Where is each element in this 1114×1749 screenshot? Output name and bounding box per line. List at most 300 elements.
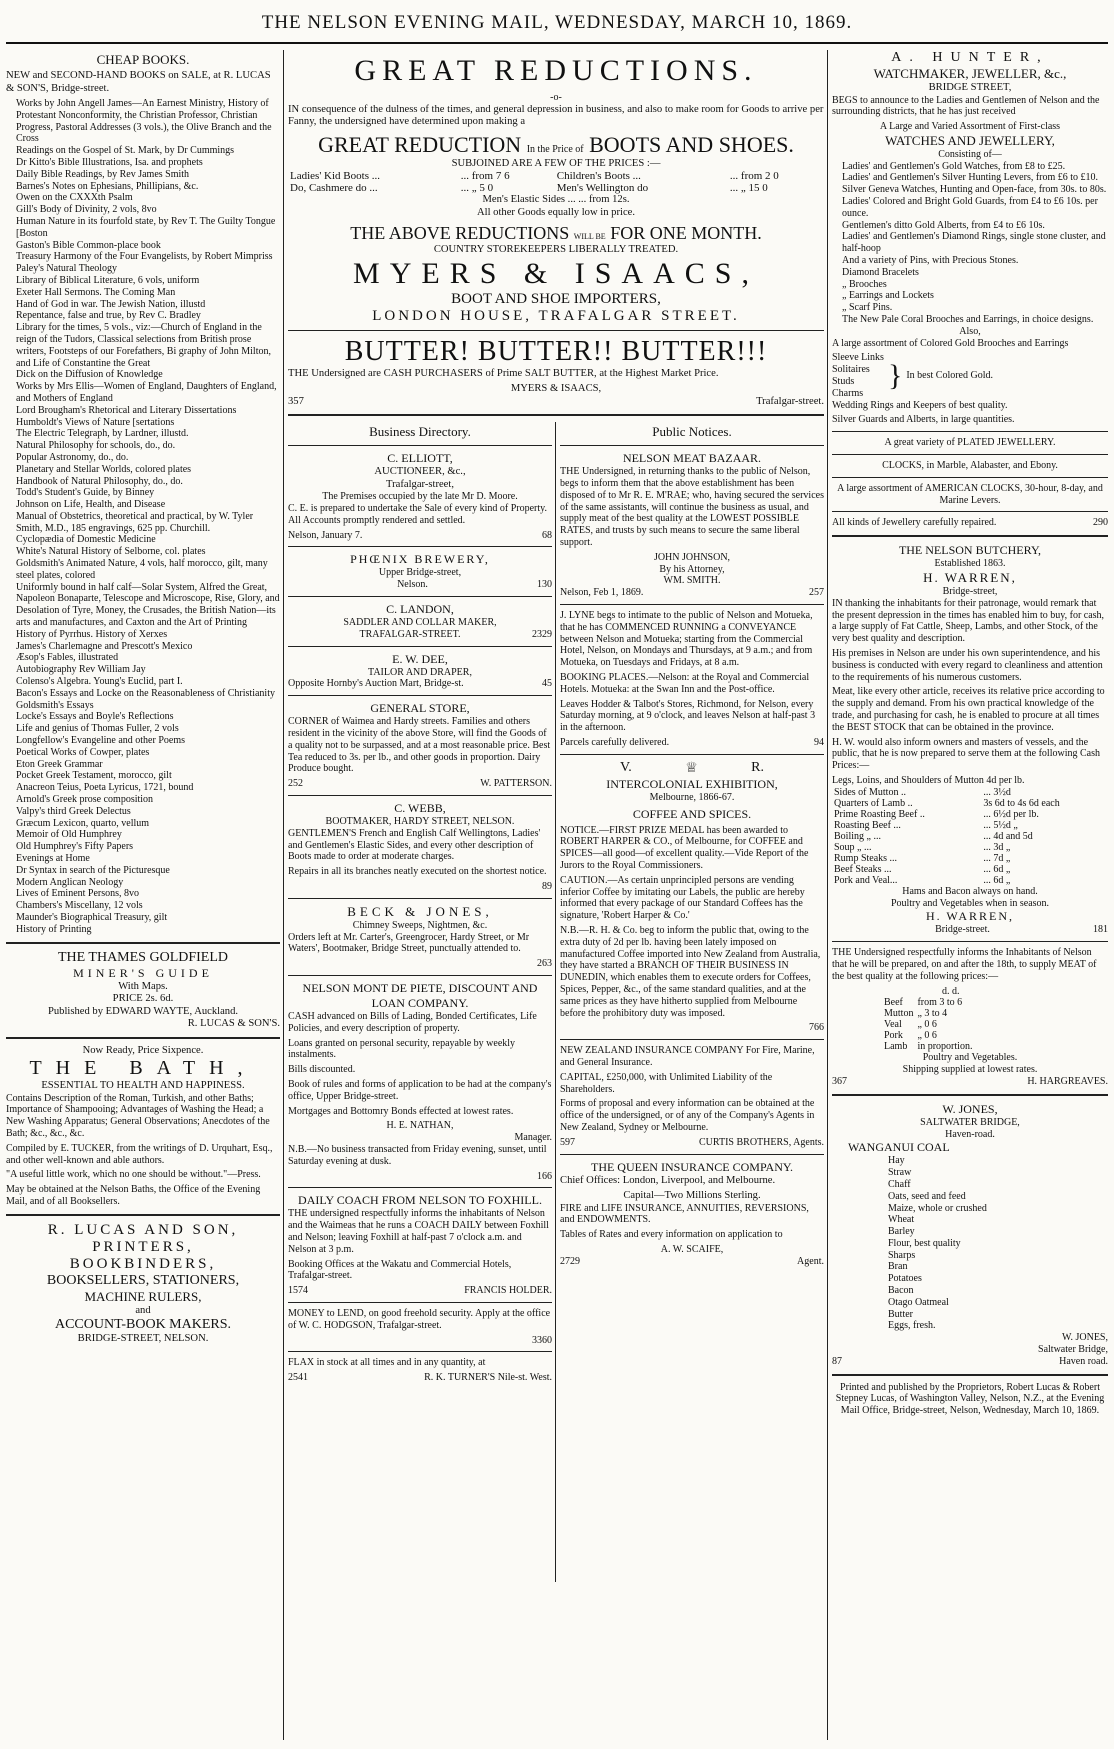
subjoined: SUBJOINED ARE A FEW OF THE PRICES :— bbox=[451, 157, 661, 169]
bath-contents: Contains Description of the Roman, Turkish, and other Baths; Importance of Shampooing; Advantages of Washing the Head; a New Washing Apparatus; General Observations; Anecdotes of the Bath; &c., &c., &c. bbox=[6, 1092, 270, 1139]
general-signature: W. PATTERSON. bbox=[480, 778, 552, 790]
business-header: Business Directory. bbox=[369, 424, 471, 440]
butchery-price-row bbox=[832, 787, 1108, 798]
boot-price-row bbox=[288, 170, 824, 182]
produce-item: Maize, whole or crushed bbox=[888, 1202, 987, 1214]
book-item: Todd's Student's Guide, by Binney bbox=[16, 487, 155, 499]
price-cell: Prime Roasting Beef .. bbox=[834, 808, 925, 820]
coffee-nb: N.B.—R. H. & Co. beg to inform the public that, owing to the extra duty of 2d per lb. having been lately imposed on manufactured Coffee imported into New Zealand from Australia, they have started a BRANCH OF THEIR BUSINESS IN DUNEDIN, which enables them to execute orders for Coffees, Spices, Pepper, &c., of the same standard qualities, and at the same prices as they have hitherto supplied from Melbourne before the prohibitory duty was imposed. bbox=[560, 925, 821, 1019]
price-cell: Pork and Veal... bbox=[834, 874, 898, 886]
book-item: Græcum Lexicon, quarto, vellum bbox=[16, 817, 150, 829]
book-item: Bacon's Essays and Locke on the Reasonableness of Christianity bbox=[16, 687, 275, 699]
price-cell: Veal bbox=[884, 1019, 902, 1031]
book-item: Exeter Hall Sermons. The Coming Man bbox=[16, 286, 176, 298]
beck-jones: BECK & JONES, bbox=[347, 903, 493, 919]
hunter-group-items bbox=[832, 352, 884, 399]
produce-item: Otago Oatmeal bbox=[888, 1296, 949, 1308]
vr-r: R. bbox=[751, 759, 764, 775]
hunter-american: A large assortment of AMERICAN CLOCKS, 30-hour, 8-day, and Marine Levers. bbox=[837, 482, 1103, 506]
ad-number: 290 bbox=[1093, 517, 1108, 529]
dee-name: E. W. DEE, bbox=[392, 651, 448, 666]
butchery-price-row bbox=[832, 820, 1108, 831]
price-cell: ... 3½d bbox=[983, 786, 1011, 798]
landon-name: C. LANDON, bbox=[386, 602, 454, 617]
book-item: Maunder's Biographical Treasury, gilt bbox=[16, 911, 168, 923]
ad-number: 87 bbox=[832, 1355, 842, 1367]
butter-street: Trafalgar-street. bbox=[756, 395, 824, 407]
ad-number: 263 bbox=[537, 958, 552, 970]
boot-price-row bbox=[288, 182, 824, 194]
price-cell: Soup „ ... bbox=[834, 841, 872, 853]
price-cell: „ 0 6 bbox=[917, 1030, 937, 1042]
book-item: Planetary and Stellar Worlds, colored plates bbox=[16, 463, 192, 475]
book-item: Life and genius of Thomas Fuller, 2 vols bbox=[16, 723, 179, 735]
price-cell: ... 3d „ bbox=[983, 841, 1011, 853]
price-cell: ... „ 15 0 bbox=[729, 182, 768, 195]
butter-headline: BUTTER! BUTTER!! BUTTER!!! bbox=[344, 335, 768, 367]
butchery-price-table bbox=[832, 787, 1108, 886]
separator: -o- bbox=[550, 92, 562, 103]
jewellery-item: „ Earrings and Lockets bbox=[842, 290, 934, 302]
butchery-price-row bbox=[832, 875, 1108, 886]
lucas-account: ACCOUNT-BOOK MAKERS. bbox=[54, 1317, 232, 1333]
price-cell: Beef Steaks ... bbox=[834, 863, 892, 875]
ad-number: 1574 bbox=[288, 1285, 308, 1297]
goldfield-title: THE THAMES GOLDFIELD bbox=[57, 949, 229, 965]
ad-number: 597 bbox=[560, 1136, 575, 1148]
hunter-watches: WATCHES AND JEWELLERY, bbox=[885, 132, 1055, 148]
goldfield-maps: With Maps. bbox=[118, 980, 168, 992]
book-item: The Electric Telegraph, by Lardner, illustd. bbox=[16, 428, 189, 440]
column-1 bbox=[6, 50, 280, 1740]
column-2 bbox=[288, 50, 824, 1740]
book-item: Goldsmith's Animated Nature, 4 vols, half morocco, gilt, many steel plates, colored bbox=[16, 558, 268, 581]
price-cell: ... 6d „ bbox=[983, 874, 1011, 886]
jewellery-group-item: Studs bbox=[832, 376, 855, 388]
coach-title: DAILY COACH FROM NELSON TO FOXHILL. bbox=[298, 1193, 542, 1208]
ad-number: 257 bbox=[809, 587, 824, 599]
money-to-lend: MONEY to LEND, on good freehold security. Apply at the office of W. C. HODGSON, Trafalgar-street. bbox=[288, 1307, 551, 1331]
jones-sig-road: Haven road. bbox=[1059, 1355, 1108, 1367]
ad-number: 252 bbox=[288, 778, 303, 790]
hunter-large: A Large and Varied Assortment of First-class bbox=[879, 121, 1061, 133]
produce-item: Wheat bbox=[888, 1214, 915, 1226]
ad-number: 2541 bbox=[288, 1372, 308, 1384]
masthead-rule bbox=[6, 42, 1108, 44]
beck-role: Chimney Sweeps, Nightmen, &c. bbox=[352, 919, 488, 931]
lucas-and: and bbox=[135, 1304, 151, 1316]
coffee-caution: CAUTION.—As certain unprincipled persons are vending inferior Coffee by imitating our Labels, the public are hereby informed that every package of our Standard Coffees has the signature, 'Robert Harper & Co.' bbox=[560, 874, 805, 922]
jewellery-item: The New Pale Coral Brooches and Earrings, in choice designs. bbox=[842, 314, 1094, 326]
produce-item: Flour, best quality bbox=[888, 1237, 961, 1249]
meat-date: Nelson, Feb 1, 1869. bbox=[560, 587, 644, 599]
hunter-group-label: In best Colored Gold. bbox=[906, 370, 993, 382]
great-intro: IN consequence of the dulness of the times, and general depression in business, and also to make room for Goods to arrive per Fanny, the undersigned have determined upon making a bbox=[288, 103, 824, 128]
book-item: History of Printing bbox=[16, 923, 92, 935]
price-cell: ... from 7 6 bbox=[460, 170, 510, 183]
jones-items bbox=[832, 1155, 1108, 1332]
book-item: Anacreon Teius, Poeta Lyricus, 1721, bound bbox=[16, 782, 194, 794]
ad-number: 94 bbox=[814, 737, 824, 749]
hunter-clocks: CLOCKS, in Marble, Alabaster, and Ebony. bbox=[882, 460, 1058, 472]
book-item: Æsop's Fables, illustrated bbox=[16, 652, 119, 664]
month-b: FOR ONE MONTH. bbox=[610, 223, 762, 244]
flax-signature: R. K. TURNER'S Nile-st. West. bbox=[424, 1372, 552, 1384]
headline-in: In the Price of bbox=[526, 143, 584, 155]
butchery-hams: Hams and Bacon always on hand. bbox=[902, 885, 1038, 897]
book-item: Gaston's Bible Common-place book bbox=[16, 239, 161, 251]
jewellery-item: Ladies' and Gentlemen's Gold Watches, from £8 to £25. bbox=[842, 160, 1066, 172]
month-will: WILL BE bbox=[573, 232, 606, 242]
hargreaves-price-row bbox=[882, 1019, 974, 1030]
produce-item: Butter bbox=[888, 1308, 913, 1320]
jewellery-item: Diamond Bracelets bbox=[842, 266, 919, 278]
book-item: Modern Anglican Neology bbox=[16, 876, 124, 888]
elastic-sides: Men's Elastic Sides ... ... from 12s. bbox=[482, 194, 630, 206]
hunter-consisting: Consisting of— bbox=[938, 148, 1002, 160]
landon-role: SADDLER AND COLLAR MAKER, bbox=[343, 617, 497, 629]
book-item: Arnold's Greek prose composition bbox=[16, 794, 154, 806]
produce-item: Sharps bbox=[888, 1249, 916, 1261]
column-divider bbox=[283, 50, 284, 1740]
book-item: White's Natural History of Selborne, col. plates bbox=[16, 546, 206, 558]
book-item: Colenso's Algebra. Young's Euclid, part I. bbox=[16, 676, 183, 688]
price-cell: Boiling „ ... bbox=[834, 830, 881, 842]
book-item: Paley's Natural Theology bbox=[16, 263, 118, 275]
jones-name: W. JONES, bbox=[942, 1101, 998, 1116]
book-item: Owen on the CXXXth Psalm bbox=[16, 192, 133, 204]
meat-signature: JOHN JOHNSON, bbox=[653, 551, 731, 563]
ad-number: 766 bbox=[809, 1022, 824, 1034]
hunter-items bbox=[832, 161, 1108, 326]
nzi-title: NEW ZEALAND INSURANCE COMPANY For Fire, Marine, and General Insurance. bbox=[560, 1045, 815, 1068]
goldfield-price: PRICE 2s. 6d. bbox=[112, 993, 174, 1005]
price-cell: Pork bbox=[884, 1030, 903, 1042]
jewellery-group-item: Solitaires bbox=[832, 364, 870, 376]
book-item: Old Humphrey's Fifty Papers bbox=[16, 841, 134, 853]
price-cell: Roasting Beef ... bbox=[834, 819, 901, 831]
book-item: Lives of Eminent Persons, 8vo bbox=[16, 888, 140, 900]
monte-loans: Loans granted on personal security, repayable by weekly instalments. bbox=[288, 1037, 516, 1061]
month-line bbox=[288, 223, 824, 244]
ad-number: 367 bbox=[832, 1075, 847, 1087]
monte-rules: Book of rules and forms of application to be had at the company's office, Upper Bridge-street. bbox=[288, 1079, 552, 1102]
price-cell: „ 0 6 bbox=[917, 1019, 937, 1031]
price-cell: ... „ 5 0 bbox=[460, 182, 494, 195]
butchery-text2: His premises in Nelson are under his own superintendence, and his business is conducted with every regard to cleanliness and attention to the requirements of his numerous customers. bbox=[832, 647, 1103, 683]
book-item: Chambers's Miscellany, 12 vols bbox=[16, 900, 143, 912]
webb-text: GENTLEMEN'S French and English Calf Wellingtons, Ladies' and Gentlemen's Elastic Sides, and every other description of Boots made to order at moderate charges. bbox=[288, 827, 541, 863]
coffee-text: NOTICE.—FIRST PRIZE MEDAL has been awarded to ROBERT HARPER & CO., of Melbourne, for COFFEE and SPICES—all good—of excellent quality.—Vide Report of the Jurors to the Royal Commissioners. bbox=[560, 824, 809, 872]
butchery-price-row bbox=[832, 842, 1108, 853]
meat-text: THE Undersigned, in returning thanks to the public of Nelson, begs to inform them that the above establishment has been disposed of to Mr R. E. M'RAE; who, having secured the services of the same assistants, will continue the business as usual, and supply meat of the best quality at the LOWEST POSSIBLE RATES, and trusts by such means to secure the same liberal support. bbox=[560, 466, 824, 549]
price-cell: „ 3 to 4 bbox=[917, 1008, 948, 1020]
butchery-price-row bbox=[832, 798, 1108, 809]
price-cell: Sides of Mutton .. bbox=[834, 786, 906, 798]
public-header: Public Notices. bbox=[652, 424, 732, 440]
produce-item: Eggs, fresh. bbox=[888, 1320, 936, 1332]
book-item: Locke's Essays and Boyle's Reflections bbox=[16, 711, 174, 723]
hargreaves-text: THE Undersigned respectfully informs the Inhabitants of Nelson that he will be prepared, on and after the 18th, to supply MEAT of the best quality at the following prices:— bbox=[832, 947, 1097, 982]
queen-fire: FIRE and LIFE INSURANCE, ANNUITIES, REVERSIONS, and ENDOWMENTS. bbox=[560, 1202, 809, 1226]
general-text: CORNER of Waimea and Hardy streets. Families and others resident in the vicinity of the above Store, will find the Goods of a quality not to be surpassed, and at a most reasonable price. Best Tea reduced to 3s. per lb., and other goods in proportion. Dairy Produce bought. bbox=[288, 716, 551, 775]
hunter-wedding: Wedding Rings and Keepers of best quality. bbox=[832, 399, 1008, 411]
queen-title: THE QUEEN INSURANCE COMPANY. bbox=[590, 1159, 794, 1174]
exhibition-place: Melbourne, 1866-67. bbox=[649, 791, 735, 803]
book-item: James's Charlemagne and Prescott's Mexico bbox=[16, 640, 193, 652]
jewellery-item: Silver Geneva Watches, Hunting and Open-face, from 30s. to 80s. bbox=[842, 184, 1107, 196]
book-item: Popular Astronomy, do., do. bbox=[16, 451, 129, 463]
price-cell: ... 7d „ bbox=[983, 852, 1011, 864]
imprint: Printed and published by the Proprietors, Robert Lucas & Robert Stepney Lucas, of Washington Valley, Nelson, N.Z., at the Evening Mail Office, Bridge-street, Nelson, Wednesday, March 10, 1869. bbox=[835, 1381, 1105, 1417]
goldfield-published: Published by EDWARD WAYTE, Auckland. bbox=[47, 1005, 239, 1017]
masthead bbox=[0, 0, 1114, 44]
lucas-booksellers: BOOKSELLERS, STATIONERS, bbox=[46, 1272, 240, 1288]
butchery-price-row bbox=[832, 853, 1108, 864]
country-storekeepers: COUNTRY STOREKEEPERS LIBERALLY TREATED. bbox=[433, 244, 679, 256]
masthead-title: THE NELSON EVENING MAIL, WEDNESDAY, MARCH 10, 1869. bbox=[261, 12, 853, 33]
book-item: Humboldt's Views of Nature [sertations bbox=[16, 416, 175, 428]
hunter-also: Also, bbox=[959, 325, 981, 337]
exhibition-title: INTERCOLONIAL EXHIBITION, bbox=[606, 776, 778, 791]
lucas-name: R. LUCAS AND SON, bbox=[47, 1221, 239, 1238]
book-item: Uniformly bound in half calf—Solar System, Alfred the Great, Napoleon Bonaparte, Telescope and Microscope, Rise, Glory, and Desolation of Tyre, Money, the Crusades, the British Nation—its arts and manufactures, and Caxton and the Art of Printing bbox=[16, 581, 280, 629]
book-item: Cyclopædia of Domestic Medicine bbox=[16, 534, 156, 546]
ad-number: 181 bbox=[1092, 924, 1108, 936]
produce-item: Straw bbox=[888, 1167, 912, 1179]
coach-text: THE undersigned respectfully informs the inhabitants of Nelson and the Waimeas that he runs a COACH DAILY between Foxhill and Nelson; leaving Foxhill at half-past 7 o'clock a.m. and Nelson at 3 p.m. bbox=[288, 1208, 549, 1255]
butchery-title: THE NELSON BUTCHERY, bbox=[898, 543, 1042, 558]
book-item: Dr Syntax in search of the Picturesque bbox=[16, 864, 170, 876]
hunter-name: A. HUNTER, bbox=[891, 50, 1049, 65]
book-item: Human Nature in its fourfold state, by Rev T. The Guilty Tongue [Boston bbox=[16, 215, 276, 239]
hargreaves-price-row bbox=[882, 1008, 974, 1019]
butchery-price-row bbox=[832, 831, 1108, 842]
elliott-premises: The Premises occupied by the late Mr D. Moore. bbox=[322, 491, 518, 503]
jones-sig-place: Saltwater Bridge, bbox=[1038, 1344, 1108, 1356]
book-item: History of Pyrrhus. History of Xerxes bbox=[16, 628, 168, 640]
book-item: Pocket Greek Testament, morocco, gilt bbox=[16, 770, 172, 782]
elliott-text: C. E. is prepared to undertake the Sale of every kind of Property. All Accounts promptly rendered and settled. bbox=[288, 503, 547, 526]
hunter-also-text: A large assortment of Colored Gold Brooches and Earrings bbox=[832, 337, 1069, 349]
phoenix-town: Nelson. bbox=[397, 579, 428, 591]
monte-bills: Bills discounted. bbox=[288, 1064, 356, 1076]
elliott-date: Nelson, January 7. bbox=[288, 529, 363, 541]
general-store: GENERAL STORE, bbox=[370, 701, 470, 716]
price-cell: ... from 2 0 bbox=[729, 170, 779, 183]
price-cell: ... 5½d „ bbox=[983, 819, 1018, 831]
produce-item: Bran bbox=[888, 1261, 908, 1273]
ad-number: 2329 bbox=[531, 628, 552, 640]
butter-text: THE Undersigned are CASH PURCHASERS of Prime SALT BUTTER, at the Highest Market Price. bbox=[288, 367, 719, 379]
coach-signature: FRANCIS HOLDER. bbox=[464, 1285, 552, 1297]
price-cell: ... 6½d per lb. bbox=[983, 808, 1039, 820]
monte-nb: N.B.—No business transacted from Friday evening, sunset, until Saturday evening at dusk. bbox=[288, 1143, 547, 1167]
book-item: Dick on the Diffusion of Knowledge bbox=[16, 369, 163, 381]
butchery-text3: Meat, like every other article, receives its relative price according to the supply and demand. From his own practical knowledge of the trade, and purchasing for cash, he is enabled to procure at all times the BEST STOCK that can be obtained in the province. bbox=[832, 686, 1105, 733]
butchery-price-row bbox=[832, 864, 1108, 875]
hargreaves-shipping: Shipping supplied at lowest rates. bbox=[902, 1064, 1038, 1076]
butchery-price-row bbox=[832, 809, 1108, 820]
book-item: Dr Kitto's Bible Illustrations, Isa. and prophets bbox=[16, 156, 203, 168]
vr-v: V. bbox=[620, 759, 632, 775]
webb-name: C. WEBB, bbox=[394, 801, 446, 816]
jewellery-item: Gentlemen's ditto Gold Alberts, from £4 to £6 10s. bbox=[842, 219, 1045, 231]
public-notices bbox=[560, 422, 824, 1622]
phoenix-brewery: PHŒNIX BREWERY, bbox=[350, 552, 490, 567]
cheap-books-list bbox=[6, 98, 280, 936]
jones-place: SALTWATER BRIDGE, bbox=[920, 1116, 1020, 1128]
produce-item: Oats, seed and feed bbox=[888, 1190, 966, 1202]
book-item: Natural Philosophy for schools, do., do. bbox=[16, 440, 176, 452]
butchery-text: IN thanking the inhabitants for their patronage, would remark that the present depression in the times has enabled him to buy, for cash, a large supply of Fat Cattle, Sheep, Lambs, and other Stock, of the very best quality and description. bbox=[832, 597, 1105, 645]
price-cell: Ladies' Kid Boots ... bbox=[290, 170, 380, 183]
book-item: Manual of Obstetrics, theoretical and practical, by W. Tyler Smith, M.D., 185 engravings, 625 pp. Churchill. bbox=[16, 510, 254, 534]
bath-quote: "A useful little work, which no one should be without."—Press. bbox=[6, 1169, 261, 1181]
price-cell: from 3 to 6 bbox=[917, 997, 963, 1009]
business-directory bbox=[288, 422, 552, 1622]
book-item: Works by Mrs Ellis—Women of England, Daughters of England, and Mothers of England bbox=[16, 381, 277, 404]
hunter-group: Sleeve Links Solitaires Studs Charms } In best Colored Gold. bbox=[832, 352, 993, 399]
column-divider bbox=[827, 50, 828, 1740]
price-cell: Lamb bbox=[884, 1041, 908, 1053]
book-item: Hand of God in war. The Jewish Nation, illustd bbox=[16, 298, 206, 310]
lyne-text: J. LYNE begs to intimate to the public of Nelson and Motueka, that he has COMMENCED RUNNING a CONVEYANCE between Nelson and Motueka; starting from the Commercial Hotel, Nelson, on Mondays and Thursdays, at 9 a.m.; and from Motueka, on Tuesdays and Fridays, at 8 a.m. bbox=[560, 610, 813, 669]
jewellery-item: „ Scarf Pins. bbox=[842, 302, 893, 314]
dee-role: TAILOR AND DRAPER, bbox=[368, 666, 472, 678]
queen-offices: Chief Offices: London, Liverpool, and Melbourne. bbox=[560, 1174, 776, 1186]
lyne-leaves: Leaves Hodder & Talbot's Stores, Richmond, for Nelson, every Saturday morning, at 9 o'clock, and leaves Nelson at half-past 3 in the afternoon. bbox=[560, 698, 816, 734]
myers-isaacs: MYERS & ISAACS, bbox=[353, 256, 759, 290]
book-item: Longfellow's Evangeline and other Poems bbox=[16, 735, 185, 747]
hargreaves-poultry: Poultry and Vegetables. bbox=[922, 1052, 1018, 1064]
price-cell: Men's Wellington do bbox=[556, 182, 649, 195]
book-item: Johnson on Life, Health, and Disease bbox=[16, 499, 166, 511]
boot-price-table bbox=[288, 170, 824, 194]
hunter-repaired: All kinds of Jewellery carefully repaired. bbox=[832, 517, 997, 529]
subcolumn-divider bbox=[555, 422, 556, 1582]
monte-signature: H. E. NATHAN, bbox=[386, 1120, 454, 1132]
price-cell: Do, Cashmere do ... bbox=[290, 182, 378, 195]
book-item: Autobiography Rev William Jay bbox=[16, 664, 146, 676]
elliott-name: C. ELLIOTT, bbox=[387, 451, 453, 466]
bath-compiled: Compiled by E. TUCKER, from the writings of D. Urquhart, Esq., and other well-known and able authors. bbox=[6, 1142, 273, 1166]
price-cell: Rump Steaks ... bbox=[834, 852, 898, 864]
monte-manager: Manager. bbox=[514, 1132, 552, 1144]
butchery-signature: H. WARREN, bbox=[925, 909, 1015, 924]
monte-title: NELSON MONT DE PIETE, DISCOUNT AND LOAN COMPANY. bbox=[302, 981, 538, 1011]
butchery-sig-street: Bridge-street. bbox=[935, 924, 990, 936]
butchery-text4: H. W. would also inform owners and masters of vessels, and the public, that he is now prepared to serve them at the following Cash Prices:— bbox=[832, 736, 1100, 772]
hargreaves-signature: H. HARGREAVES. bbox=[1027, 1075, 1108, 1087]
book-item: Daily Bible Readings, by Rev James Smith bbox=[16, 168, 190, 180]
jewellery-item: Ladies' and Gentlemen's Silver Hunting Levers, from £6 to £10. bbox=[842, 172, 1099, 184]
book-item: Library for the times, 5 vols., viz:—Church of England in the reign of the Tudors, Classical selections from British prose writers, Footsteps of our Forefathers, Bi graphy of John Milton, and Life of Constantine the Great bbox=[16, 322, 271, 369]
hunter-plated: A great variety of PLATED JEWELLERY. bbox=[884, 437, 1056, 449]
great-headline bbox=[288, 132, 824, 158]
ad-number: 3360 bbox=[532, 1334, 552, 1346]
month-a: THE ABOVE REDUCTIONS bbox=[350, 223, 570, 244]
royal-crest bbox=[560, 760, 824, 777]
butchery-name: H. WARREN, bbox=[923, 570, 1017, 585]
butchery-poultry: Poultry and Vegetables when in season. bbox=[890, 897, 1050, 909]
boot-importers: BOOT AND SHOE IMPORTERS, bbox=[451, 290, 661, 307]
book-item: Treasury Harmony of the Four Evangelists, by Robert Mimpriss bbox=[16, 251, 273, 263]
other-goods: All other Goods equally low in price. bbox=[477, 206, 635, 218]
produce-item: Potatoes bbox=[888, 1273, 922, 1285]
lucas-bookbinders: BOOKBINDERS, bbox=[69, 1255, 217, 1272]
two-subcolumns bbox=[288, 422, 824, 1582]
hargreaves-price-row bbox=[882, 997, 974, 1008]
hargreaves-price-row bbox=[882, 1030, 974, 1041]
book-item: Eton Greek Grammar bbox=[16, 758, 103, 770]
elliott-role: AUCTIONEER, &c., bbox=[374, 466, 466, 478]
book-item: Poetical Works of Cowper, plates bbox=[16, 746, 150, 758]
produce-item: Barley bbox=[888, 1226, 915, 1238]
lyne-booking: BOOKING PLACES.—Nelson: at the Royal and Commercial Hotels. Motueka: at the Swan Inn and the Post-office. bbox=[560, 672, 810, 695]
coach-booking: Booking Offices at the Wakatu and Commercial Hotels, Trafalgar-street. bbox=[288, 1258, 512, 1282]
cheap-books-intro: NEW and SECOND-HAND BOOKS on SALE, at R. LUCAS & SON'S, Bridge-street. bbox=[6, 70, 271, 94]
crest-icon: ♕ bbox=[685, 760, 698, 776]
meat-smith: WM. SMITH. bbox=[663, 575, 721, 587]
book-item: Works by John Angell James—An Earnest Ministry, History of Protestant Nonconformity, the Christian Professor, Christian Progress, Pastoral Addresses (3 vols.), the Olive Branch and the Cross bbox=[16, 98, 272, 145]
hargreaves-price-row bbox=[882, 1041, 974, 1052]
bath-now-ready: Now Ready, Price Sixpence. bbox=[82, 1044, 204, 1056]
butchery-legs: Legs, Loins, and Shoulders of Mutton 4d per lb. bbox=[832, 774, 1025, 786]
book-item: Lord Brougham's Rhetorical and Literary Dissertations bbox=[16, 404, 237, 416]
webb-repairs: Repairs in all its branches neatly executed on the shortest notice. bbox=[288, 866, 547, 878]
jones-signature: W. JONES, bbox=[1061, 1332, 1108, 1344]
jones-coal: WANGANUI COAL bbox=[848, 1140, 950, 1155]
ad-number: 68 bbox=[542, 529, 552, 541]
butter-footer bbox=[288, 396, 824, 409]
ad-number: 45 bbox=[542, 678, 552, 690]
hunter-street: BRIDGE STREET, bbox=[928, 82, 1012, 93]
nzi-signature: CURTIS BROTHERS, Agents. bbox=[699, 1136, 824, 1148]
jewellery-item: Ladies' Colored and Bright Gold Guards, from £4 to £6 10s. per ounce. bbox=[842, 196, 1098, 219]
jewellery-item: And a variety of Pins, with Precious Stones. bbox=[842, 255, 1019, 267]
price-cell: Mutton bbox=[884, 1008, 914, 1020]
jewellery-group-item: Charms bbox=[832, 387, 864, 399]
lyne-parcels: Parcels carefully delivered. bbox=[560, 737, 670, 749]
book-item: Evenings at Home bbox=[16, 853, 90, 864]
london-house: LONDON HOUSE, TRAFALGAR STREET. bbox=[372, 307, 740, 324]
book-item: Handbook of Natural Philosophy, do., do. bbox=[16, 475, 183, 487]
book-item: Barnes's Notes on Ephesians, Phillipians, &c. bbox=[16, 180, 199, 192]
lucas-rulers: MACHINE RULERS, bbox=[84, 1288, 202, 1304]
butchery-street: Bridge-street, bbox=[942, 586, 998, 597]
landon-street: TRAFALGAR-STREET. bbox=[359, 628, 461, 640]
butchery-est: Established 1863. bbox=[934, 558, 1006, 570]
book-item: Memoir of Old Humphrey bbox=[16, 829, 122, 841]
queen-agent: Agent. bbox=[797, 1255, 824, 1267]
column-4 bbox=[832, 50, 1108, 1740]
book-item: Repentance, false and true, by Rev C. Bradley bbox=[16, 310, 201, 322]
ad-number: 2729 bbox=[560, 1255, 580, 1267]
ad-number: 130 bbox=[537, 579, 552, 591]
coffee-title: COFFEE AND SPICES. bbox=[632, 806, 752, 821]
monte-mortgages: Mortgages and Bottomry Bonds effected at lowest rates. bbox=[288, 1105, 514, 1117]
jewellery-item: Ladies' and Gentlemen's Diamond Rings, single stone cluster, and half-hoop bbox=[842, 231, 1106, 255]
hargreaves-unit: d. d. bbox=[942, 985, 960, 997]
jones-road: Haven-road. bbox=[945, 1128, 995, 1140]
nzi-capital: CAPITAL, £250,000, with Unlimited Liability of the Shareholders. bbox=[560, 1071, 773, 1095]
goldfield-agent: R. LUCAS & SON'S. bbox=[187, 1018, 280, 1030]
great-reductions-title: GREAT REDUCTIONS. bbox=[354, 54, 758, 87]
produce-item: Hay bbox=[888, 1155, 905, 1167]
lucas-address: BRIDGE-STREET, NELSON. bbox=[77, 1333, 209, 1345]
book-item: Valpy's third Greek Delectus bbox=[16, 805, 131, 817]
